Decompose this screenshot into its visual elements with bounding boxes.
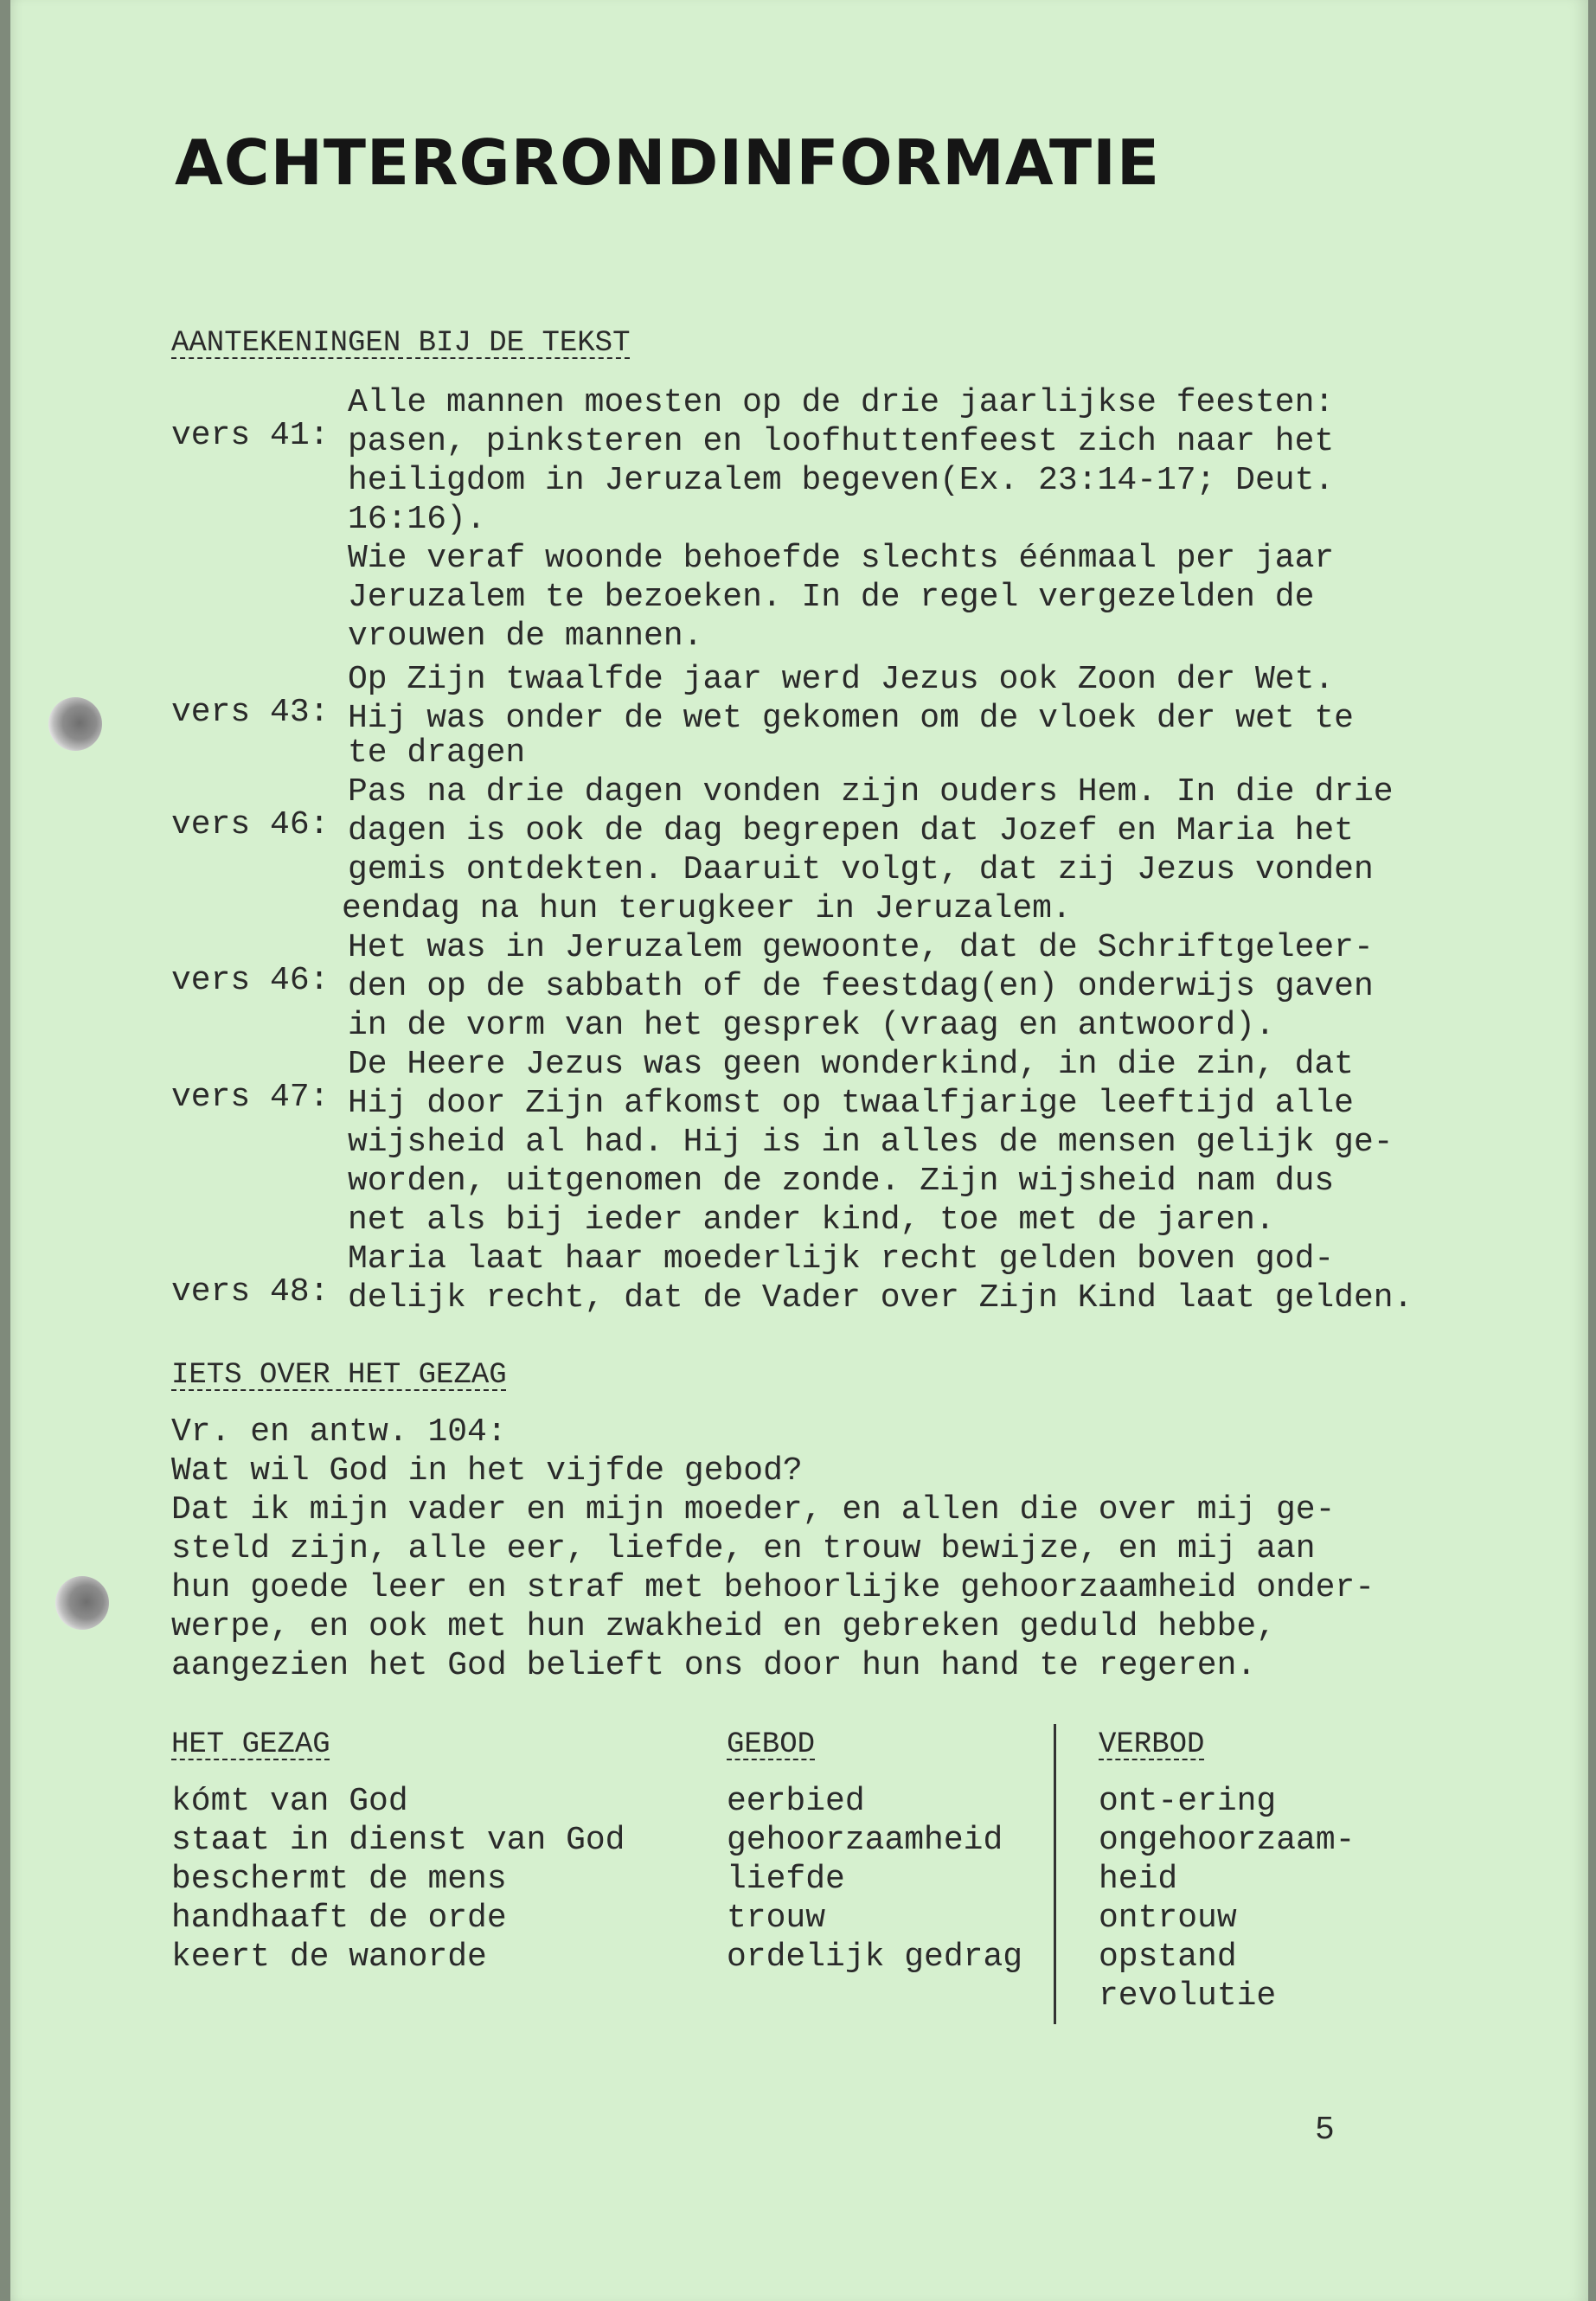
- page-number: 5: [1315, 2112, 1335, 2149]
- verse-label: vers 46:: [171, 962, 330, 999]
- column-item: gehoorzaamheid: [727, 1822, 1003, 1859]
- page-title: ACHTERGRONDINFORMATIE: [175, 126, 1161, 199]
- verse-line: Wie veraf woonde behoefde slechts éénmaal per jaar: [348, 540, 1335, 577]
- verse-label: vers 48:: [171, 1273, 330, 1311]
- catechism-line: aangezien het God belieft ons door hun hand te regeren.: [171, 1647, 1257, 1684]
- column-item: beschermt de mens: [171, 1861, 507, 1898]
- verse-label: vers 43:: [171, 694, 330, 731]
- verse-line: dagen is ook de dag begrepen dat Jozef en Maria het: [348, 812, 1354, 849]
- column-item: handhaaft de orde: [171, 1900, 507, 1937]
- verse-line: wijsheid al had. Hij is in alles de mensen gelijk ge-: [348, 1124, 1394, 1161]
- verse-line: Hij door Zijn afkomst op twaalfjarige leeftijd alle: [348, 1085, 1354, 1122]
- column-item: heid: [1099, 1861, 1178, 1898]
- verse-line: delijk recht, dat de Vader over Zijn Kind laat gelden.: [348, 1279, 1413, 1317]
- column-header-gezag: HET GEZAG: [171, 1728, 330, 1761]
- verse-label: vers 46:: [171, 806, 330, 843]
- verse-line: Hij was onder de wet gekomen om de vloek der wet te: [348, 700, 1354, 737]
- verse-line: Alle mannen moesten op de drie jaarlijkse feesten:: [348, 384, 1335, 421]
- section-title-authority: IETS OVER HET GEZAG: [171, 1359, 507, 1392]
- verse-line: gemis ontdekten. Daaruit volgt, dat zij Jezus vonden: [348, 851, 1374, 888]
- column-divider: [1054, 1724, 1056, 2024]
- column-item: kómt van God: [171, 1783, 408, 1820]
- verse-line: te dragen: [348, 734, 526, 772]
- column-item: trouw: [727, 1900, 826, 1937]
- verse-label: vers 47:: [171, 1079, 330, 1116]
- verse-line: Maria laat haar moederlijk recht gelden boven god-: [348, 1240, 1335, 1278]
- column-item: staat in dienst van God: [171, 1822, 625, 1859]
- column-item: ontrouw: [1099, 1900, 1237, 1937]
- verse-line: den op de sabbath of de feestdag(en) onderwijs gaven: [348, 968, 1374, 1005]
- catechism-line: Dat ik mijn vader en mijn moeder, en allen die over mij ge-: [171, 1491, 1336, 1529]
- column-item: keert de wanorde: [171, 1939, 487, 1976]
- column-item: revolutie: [1099, 1977, 1277, 2015]
- verse-line: pasen, pinksteren en loofhuttenfeest zich naar het: [348, 423, 1335, 460]
- punch-hole-top: [48, 697, 102, 751]
- verse-line: 16:16).: [348, 501, 486, 538]
- verse-line: vrouwen de mannen.: [348, 618, 703, 655]
- verse-line: Het was in Jeruzalem gewoonte, dat de Schriftgeleer-: [348, 929, 1374, 966]
- verse-line: Jeruzalem te bezoeken. In de regel vergezelden de: [348, 579, 1315, 616]
- verse-line: eendag na hun terugkeer in Jeruzalem.: [342, 890, 1072, 927]
- verse-line: heiligdom in Jeruzalem begeven(Ex. 23:14-17; Deut.: [348, 462, 1335, 499]
- verse-line: in de vorm van het gesprek (vraag en antwoord).: [348, 1007, 1275, 1044]
- column-header-gebod: GEBOD: [727, 1728, 816, 1761]
- column-item: eerbied: [727, 1783, 865, 1820]
- verse-label: vers 41:: [171, 417, 330, 454]
- column-item: opstand: [1099, 1939, 1237, 1976]
- document-page: [10, 0, 1588, 2301]
- verse-line: worden, uitgenomen de zonde. Zijn wijsheid nam dus: [348, 1163, 1335, 1200]
- catechism-line: werpe, en ook met hun zwakheid en gebreken geduld hebbe,: [171, 1608, 1277, 1645]
- catechism-line: Wat wil God in het vijfde gebod?: [171, 1452, 803, 1490]
- verse-line: Pas na drie dagen vonden zijn ouders Hem. In die drie: [348, 773, 1394, 811]
- catechism-line: steld zijn, alle eer, liefde, en trouw bewijze, en mij aan: [171, 1530, 1316, 1567]
- column-item: ont-ering: [1099, 1783, 1277, 1820]
- catechism-line: hun goede leer en straf met behoorlijke gehoorzaamheid onder-: [171, 1569, 1375, 1606]
- verse-line: De Heere Jezus was geen wonderkind, in die zin, dat: [348, 1046, 1354, 1083]
- column-item: liefde: [727, 1861, 845, 1898]
- verse-line: Op Zijn twaalfde jaar werd Jezus ook Zoon der Wet.: [348, 661, 1335, 698]
- section-title-notes: AANTEKENINGEN BIJ DE TEKST: [171, 327, 631, 360]
- column-header-verbod: VERBOD: [1099, 1728, 1205, 1761]
- column-item: ongehoorzaam-: [1099, 1822, 1356, 1859]
- verse-line: net als bij ieder ander kind, toe met de jaren.: [348, 1202, 1275, 1239]
- punch-hole-bottom: [55, 1576, 109, 1630]
- column-item: ordelijk gedrag: [727, 1939, 1023, 1976]
- catechism-line: Vr. en antw. 104:: [171, 1413, 507, 1451]
